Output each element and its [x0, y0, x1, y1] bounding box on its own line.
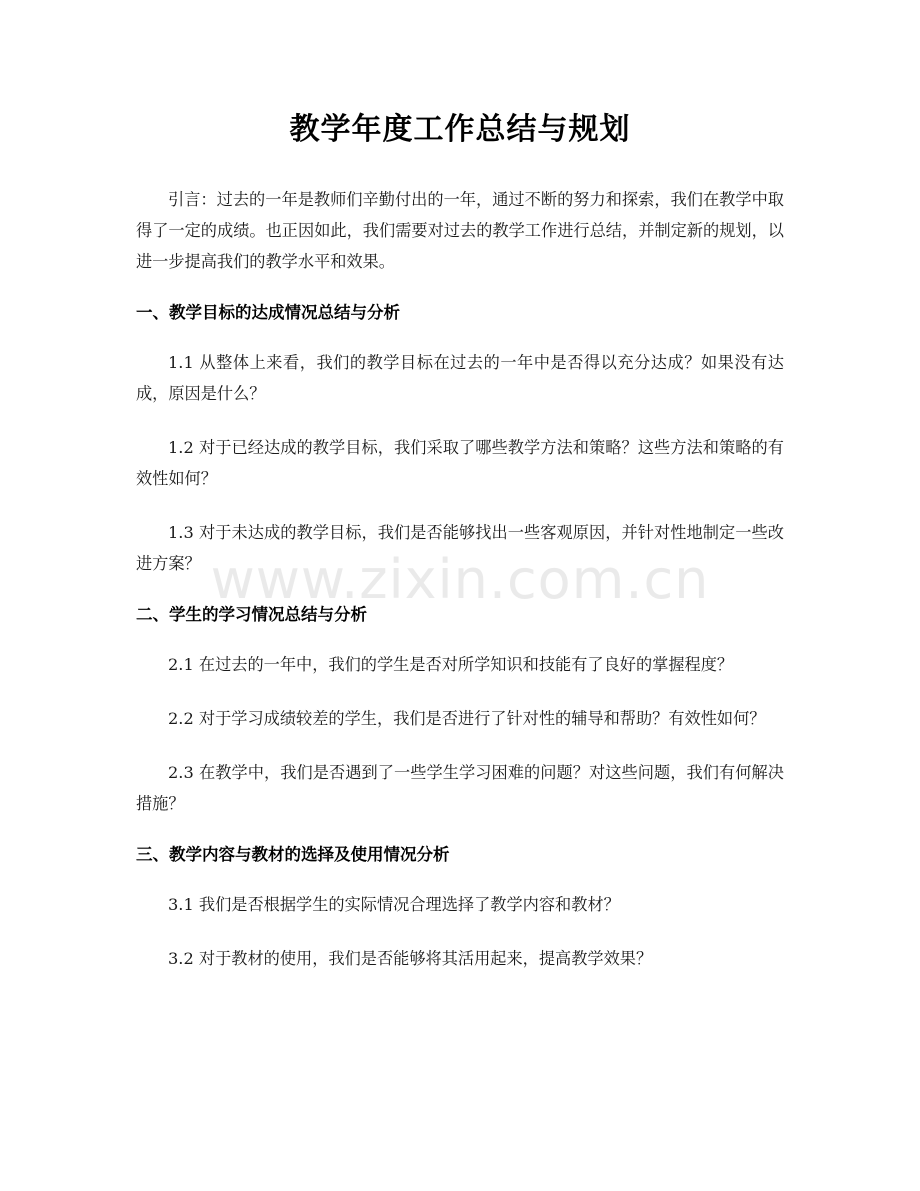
paragraph-3-2: 3.2 对于教材的使用，我们是否能够将其活用起来，提高教学效果？ — [168, 949, 653, 968]
page-title: 教学年度工作总结与规划 — [289, 112, 631, 147]
paragraph-2-2: 2.2 对于学习成绩较差的学生，我们是否进行了针对性的辅导和帮助？有效性如何？ — [168, 709, 766, 728]
document-body — [136, 184, 784, 974]
section-heading-3: 三、教学内容与教材的选择及使用情况分析 — [136, 845, 450, 864]
paragraph-1-1: 1.1 从整体上来看，我们的教学目标在过去的一年中是否得以充分达成？如果没有达成，原因是什么？ — [136, 353, 784, 403]
intro-paragraph: 引言：过去的一年是教师们辛勤付出的一年，通过不断的努力和探索，我们在教学中取得了一定的成绩。也正因如此，我们需要对过去的教学工作进行总结，并制定新的规划，以进一步提高我们的教学水平和效果。 — [136, 190, 784, 271]
section-heading-1: 一、教学目标的达成情况总结与分析 — [136, 303, 400, 322]
paragraph-2-1: 2.1 在过去的一年中，我们的学生是否对所学知识和技能有了良好的掌握程度？ — [168, 655, 734, 674]
paragraph-2-3: 2.3 在教学中，我们是否遇到了一些学生学习困难的问题？对这些问题，我们有何解决措施？ — [136, 763, 784, 813]
watermark: www.zixin.com.cn — [210, 548, 710, 611]
paragraph-1-2: 1.2 对于已经达成的教学目标，我们采取了哪些教学方法和策略？这些方法和策略的有效性如何？ — [136, 438, 784, 488]
section-heading-2: 二、学生的学习情况总结与分析 — [136, 605, 367, 624]
paragraph-1-3: 1.3 对于未达成的教学目标，我们是否能够找出一些客观原因，并针对性地制定一些改进方案？ — [136, 523, 784, 573]
paragraph-3-1: 3.1 我们是否根据学生的实际情况合理选择了教学内容和教材？ — [168, 895, 620, 914]
